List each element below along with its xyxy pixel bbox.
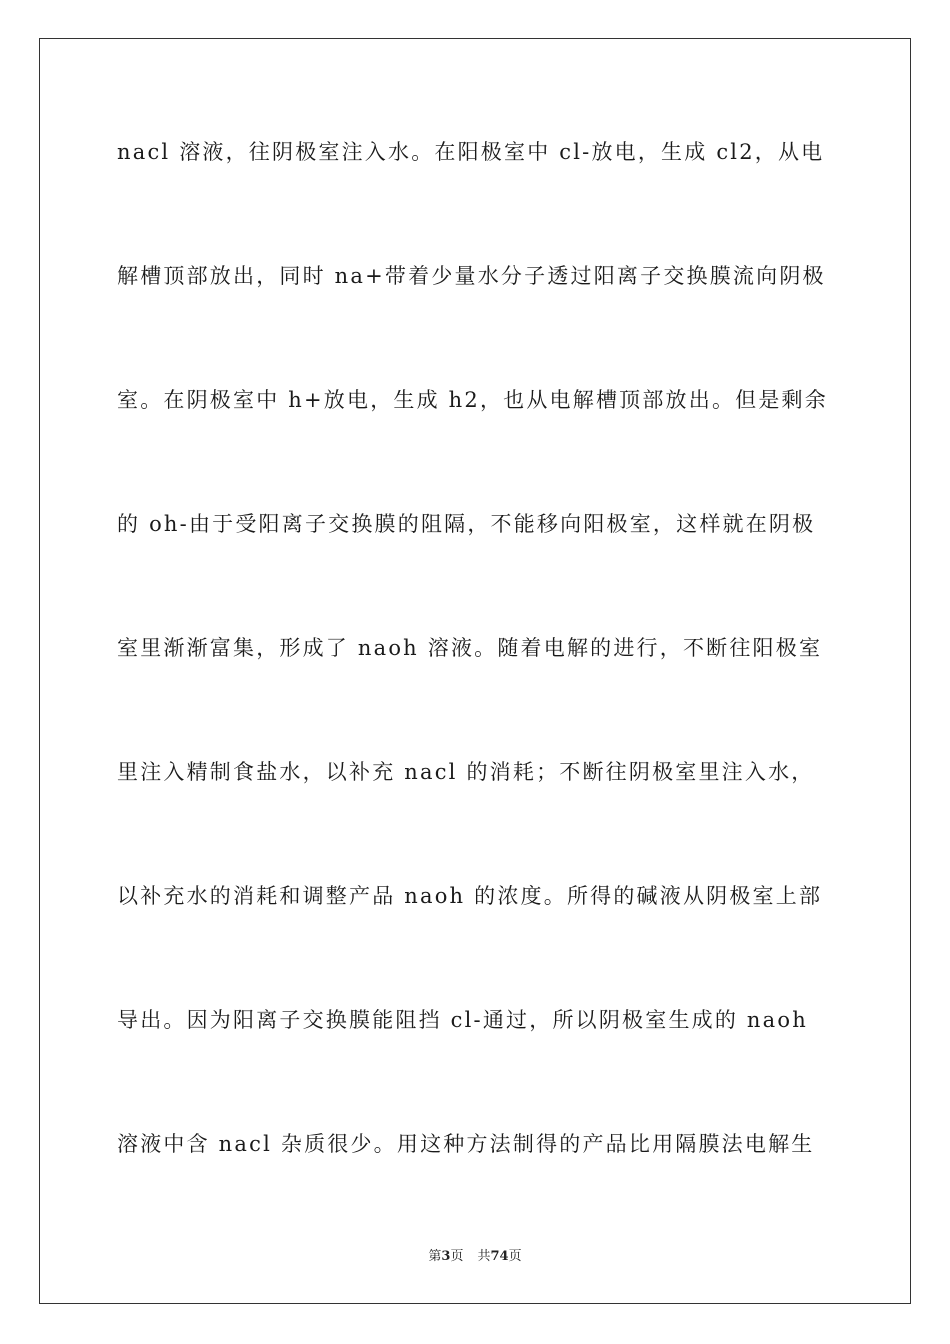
text-line: 以补充水的消耗和调整产品 naoh 的浓度。所得的碱液从阴极室上部: [117, 884, 823, 908]
total-pages: 74: [490, 1249, 509, 1264]
text-line: 室里渐渐富集，形成了 naoh 溶液。随着电解的进行，不断往阳极室: [117, 636, 823, 660]
page-prefix: 第: [428, 1249, 442, 1264]
text-line: 导出。因为阳离子交换膜能阻挡 cl-通过，所以阴极室生成的 naoh: [117, 1008, 808, 1032]
text-line: 室。在阴极室中 h+放电，生成 h2，也从电解槽顶部放出。但是剩余: [117, 388, 828, 412]
text-line: nacl 溶液，往阴极室注入水。在阳极室中 cl-放电，生成 cl2，从电: [117, 140, 825, 164]
text-line: 溶液中含 nacl 杂质很少。用这种方法制得的产品比用隔膜法电解生: [117, 1132, 815, 1156]
text-line: 解槽顶部放出，同时 na+带着少量水分子透过阳离子交换膜流向阴极: [117, 264, 826, 288]
page-number: 3: [441, 1249, 451, 1264]
page-footer: [0, 1248, 950, 1266]
total-suffix: 页: [508, 1249, 522, 1264]
page-border: [39, 38, 911, 1304]
text-line: 的 oh-由于受阳离子交换膜的阻隔，不能移向阳极室，这样就在阴极: [117, 512, 816, 536]
text-line: 里注入精制食盐水，以补充 nacl 的消耗；不断往阴极室里注入水，: [117, 760, 815, 784]
total-prefix: 共: [477, 1249, 491, 1264]
page-suffix: 页: [450, 1249, 464, 1264]
